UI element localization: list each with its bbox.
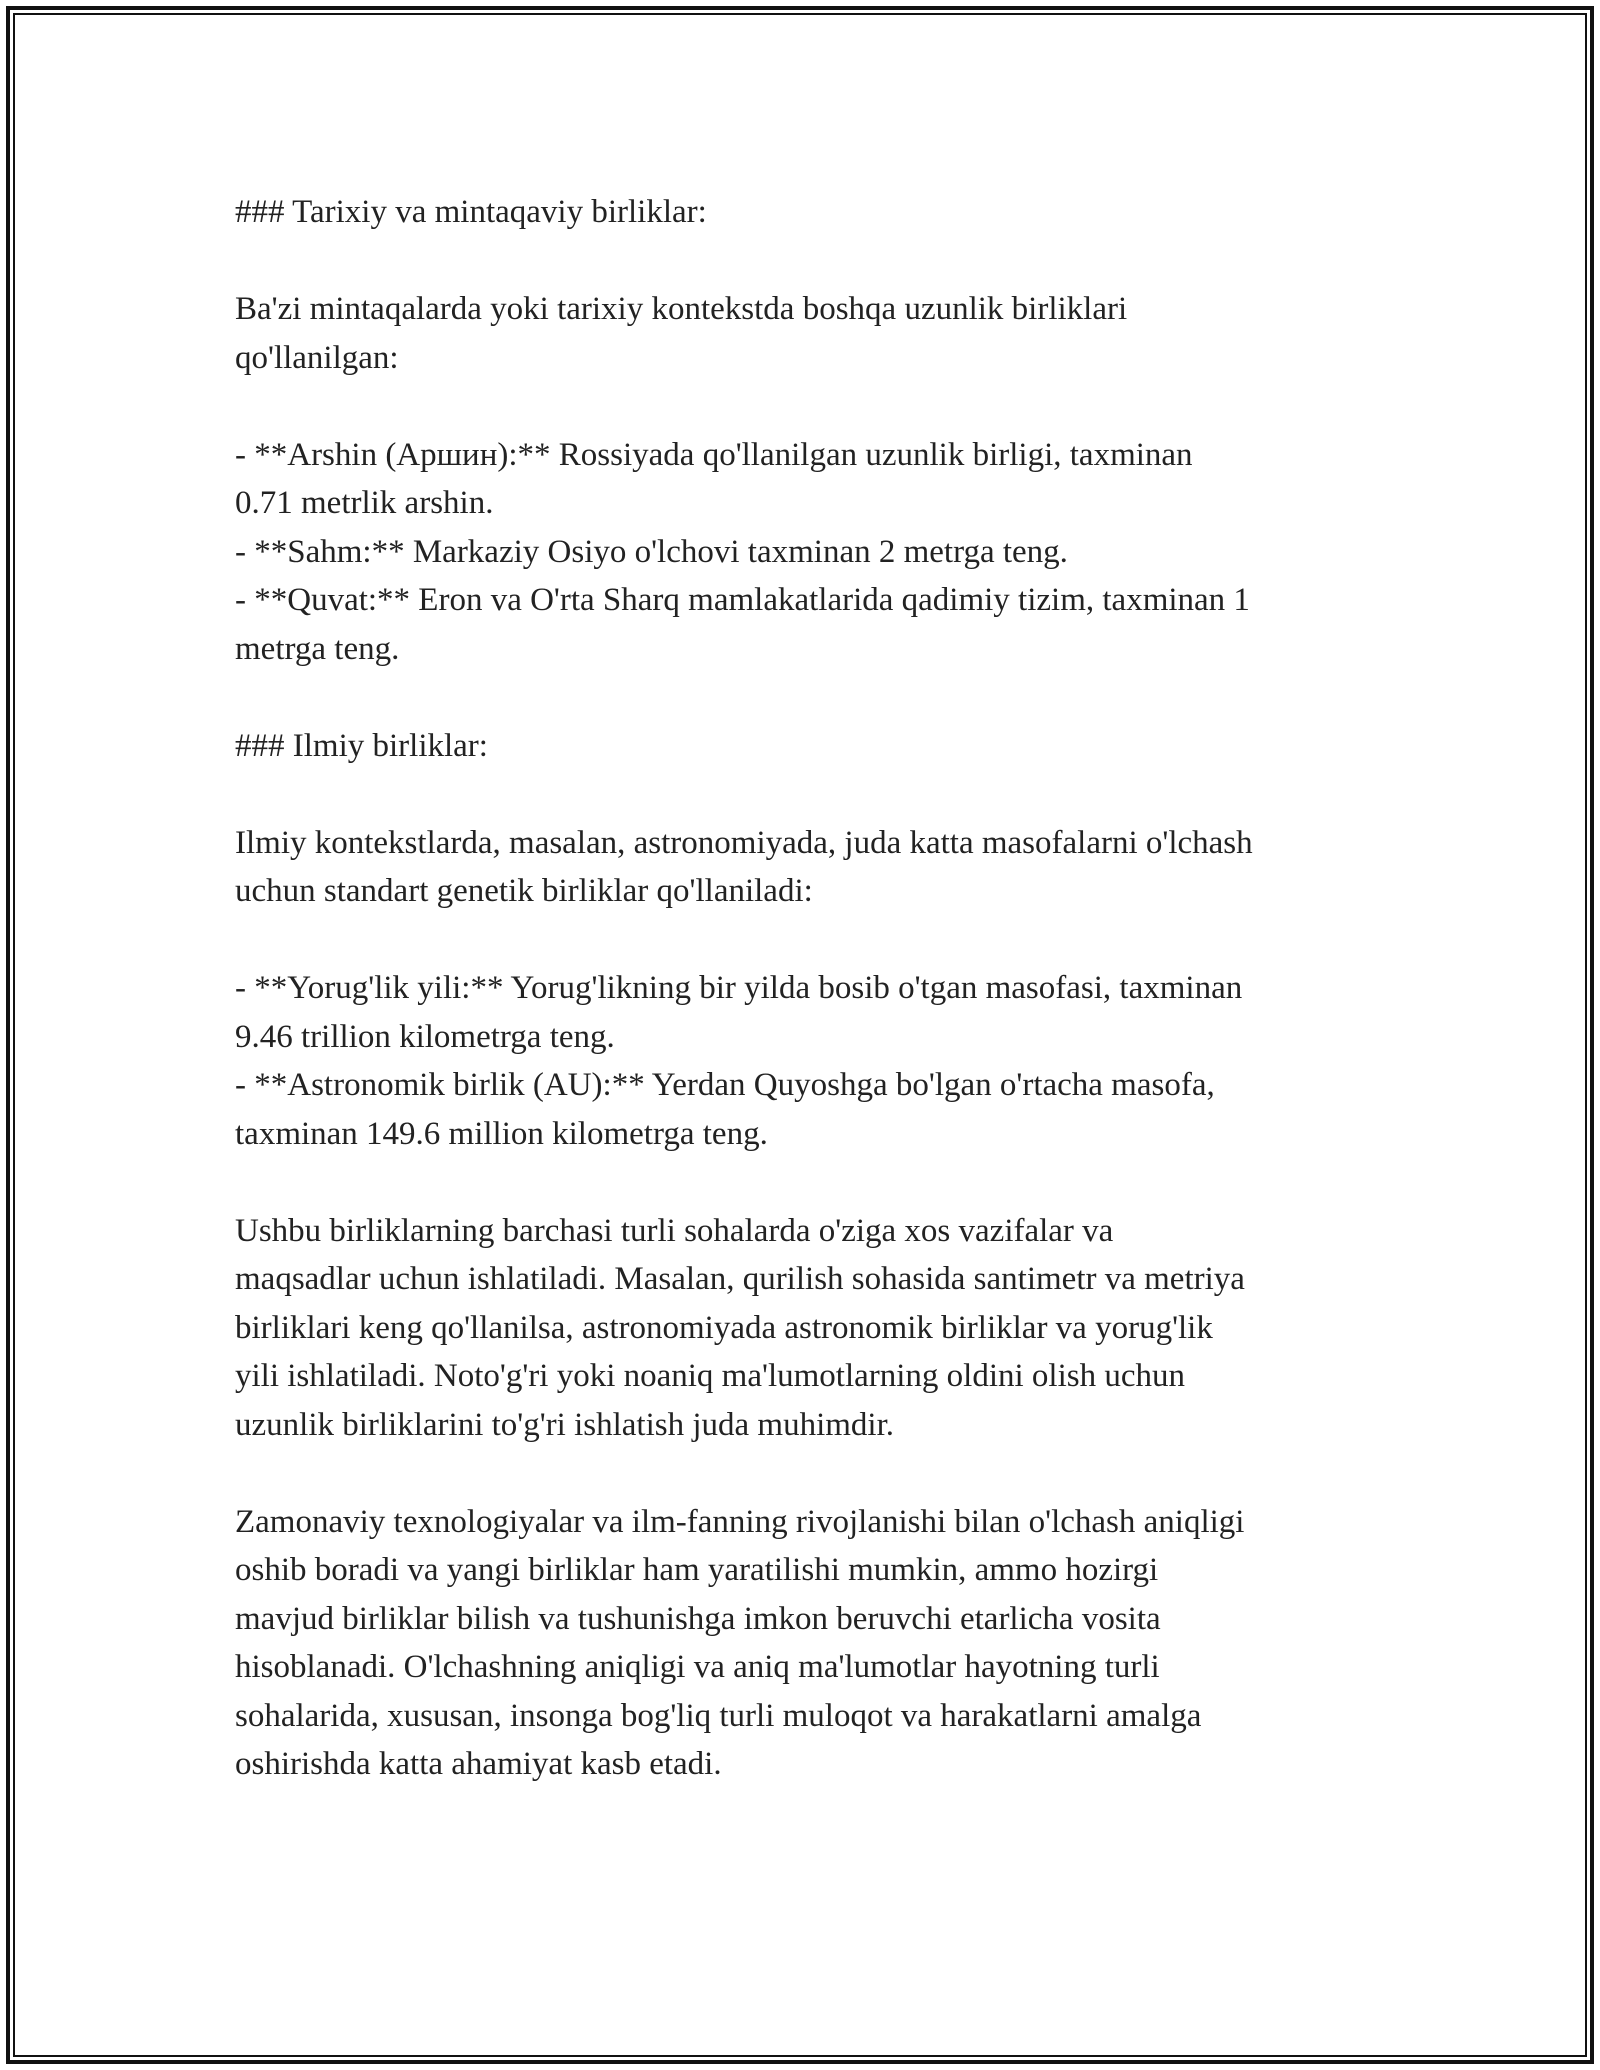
text-line: birliklari keng qo'llanilsa, astronomiyada astronomik birliklar va yorug'lik bbox=[235, 1309, 1213, 1346]
text-line: - **Arshin (Аршин):** Rossiyada qo'llanilgan uzunlik birligi, taxminan bbox=[235, 436, 1193, 473]
text-line: uzunlik birliklarini to'g'ri ishlatish juda muhimdir. bbox=[235, 1406, 895, 1443]
text-line: 9.46 trillion kilometrga teng. bbox=[235, 1018, 615, 1055]
list-item-quvat bbox=[235, 576, 1375, 673]
scientific-units-list bbox=[235, 964, 1375, 1158]
scientific-intro-paragraph bbox=[235, 819, 1375, 916]
spacer bbox=[235, 382, 1375, 431]
spacer bbox=[235, 916, 1375, 965]
spacer bbox=[235, 1158, 1375, 1207]
spacer bbox=[235, 673, 1375, 722]
spacer bbox=[235, 1449, 1375, 1498]
text-line: mavjud birliklar bilish va tushunishga imkon beruvchi etarlicha vosita bbox=[235, 1600, 1161, 1637]
spacer bbox=[235, 237, 1375, 286]
conclusion-paragraph bbox=[235, 1498, 1375, 1789]
text-line: - **Sahm:** Markaziy Osiyo o'lchovi taxminan 2 metrga teng. bbox=[235, 533, 1068, 570]
document-body bbox=[235, 188, 1375, 1789]
text-line: oshirishda katta ahamiyat kasb etadi. bbox=[235, 1746, 722, 1782]
section-heading-historical: ### Tarixiy va mintaqaviy birliklar: bbox=[235, 194, 707, 230]
text-line: uchun standart genetik birliklar qo'llaniladi: bbox=[235, 873, 813, 909]
text-line: qo'llanilgan: bbox=[235, 339, 399, 376]
list-item-arshin bbox=[235, 431, 1375, 528]
historical-intro-paragraph bbox=[235, 285, 1375, 382]
section-heading-scientific: ### Ilmiy birliklar: bbox=[235, 727, 488, 764]
usage-paragraph bbox=[235, 1207, 1375, 1450]
list-item-light-year bbox=[235, 964, 1375, 1061]
text-line: 0.71 metrlik arshin. bbox=[235, 485, 494, 521]
text-line: - **Yorug'lik yili:** Yorug'likning bir yilda bosib o'tgan masofasi, taxminan bbox=[235, 970, 1243, 1006]
text-line: maqsadlar uchun ishlatiladi. Masalan, qurilish sohasida santimetr va metriya bbox=[235, 1261, 1245, 1297]
text-line: Ba'zi mintaqalarda yoki tarixiy kontekstda boshqa uzunlik birliklari bbox=[235, 291, 1128, 327]
text-line: - **Quvat:** Eron va O'rta Sharq mamlakatlarida qadimiy tizim, taxminan 1 bbox=[235, 582, 1250, 618]
text-line: sohalarida, xususan, insonga bog'liq turli muloqot va harakatlarni amalga bbox=[235, 1697, 1202, 1734]
text-line: yili ishlatiladi. Noto'g'ri yoki noaniq ma'lumotlarning oldini olish uchun bbox=[235, 1358, 1186, 1394]
list-item-astronomical-unit bbox=[235, 1061, 1375, 1158]
historical-units-list bbox=[235, 431, 1375, 674]
text-line: Ilmiy kontekstlarda, masalan, astronomiyada, juda katta masofalarni o'lchash bbox=[235, 824, 1253, 861]
text-line: - **Astronomik birlik (AU):** Yerdan Quyoshga bo'lgan o'rtacha masofa, bbox=[235, 1067, 1215, 1103]
text-line: taxminan 149.6 million kilometrga teng. bbox=[235, 1115, 768, 1152]
text-line: Ushbu birliklarning barchasi turli sohalarda o'ziga xos vazifalar va bbox=[235, 1212, 1114, 1249]
spacer bbox=[235, 770, 1375, 819]
text-line: Zamonaviy texnologiyalar va ilm-fanning rivojlanishi bilan o'lchash aniqligi bbox=[235, 1503, 1245, 1540]
text-line: oshib boradi va yangi birliklar ham yaratilishi mumkin, ammo hozirgi bbox=[235, 1552, 1159, 1588]
text-line: hisoblanadi. O'lchashning aniqligi va aniq ma'lumotlar hayotning turli bbox=[235, 1649, 1160, 1685]
text-line: metrga teng. bbox=[235, 630, 400, 667]
list-item-sahm bbox=[235, 528, 1375, 577]
